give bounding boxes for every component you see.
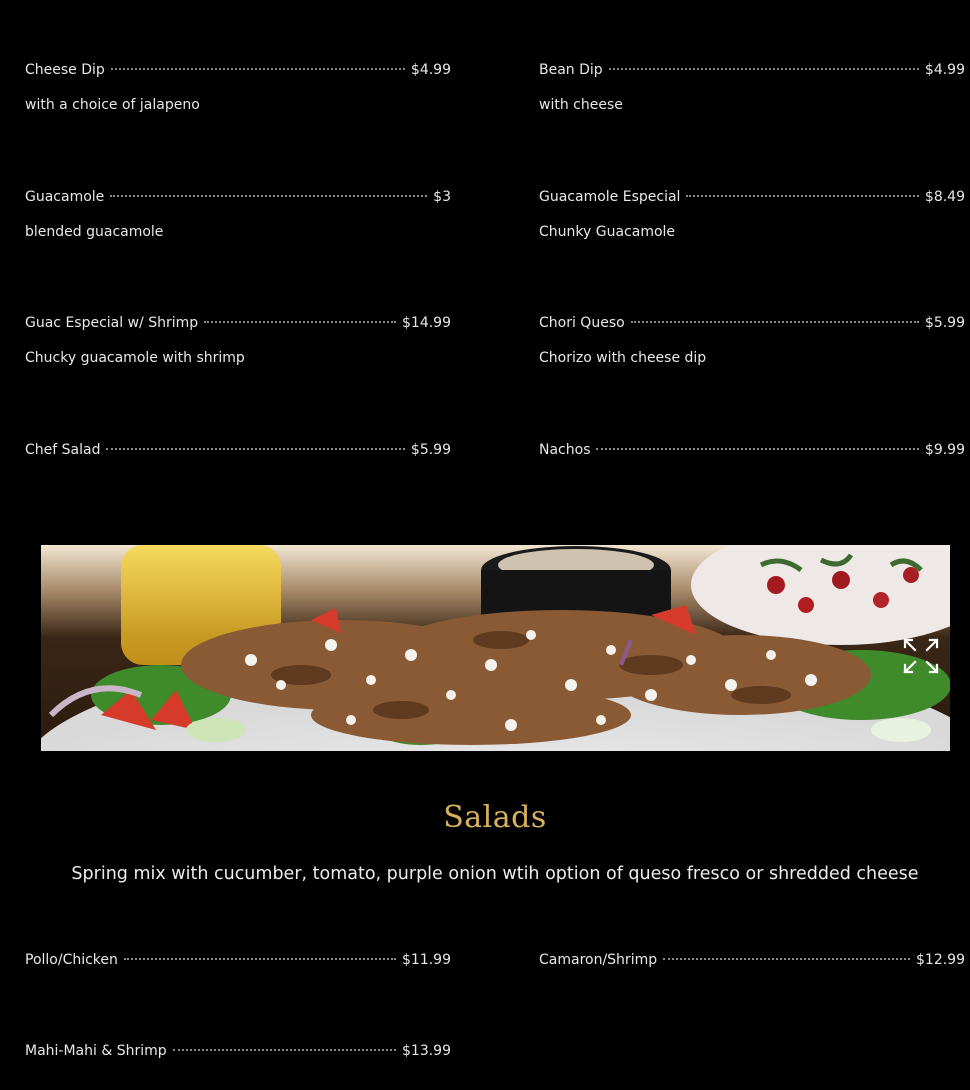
menu-item-name: Chef Salad (25, 442, 101, 458)
menu-item-row (25, 1041, 451, 1061)
menu-item-row (25, 187, 451, 207)
menu-item-row (539, 950, 965, 970)
dot-leader (111, 68, 405, 70)
menu-item-row (539, 313, 965, 333)
menu-item (539, 313, 965, 368)
menu-item-name: Nachos (539, 442, 591, 458)
dot-leader (124, 958, 396, 960)
menu-item (539, 60, 965, 115)
menu-item-price: $9.99 (924, 442, 965, 458)
menu-item (539, 187, 965, 242)
menu-item-row (25, 950, 451, 970)
dot-leader (631, 321, 919, 323)
menu-item-price: $13.99 (402, 1043, 451, 1059)
menu-item-price: $5.99 (924, 315, 965, 331)
menu-item-price: $12.99 (916, 952, 965, 968)
menu-item-name: Cheese Dip (25, 62, 105, 78)
menu-item-name: Pollo/Chicken (25, 952, 118, 968)
salad-photo-illustration (41, 545, 950, 751)
menu-item (25, 950, 451, 970)
menu-item-row (25, 313, 451, 333)
section-title: Salads (443, 800, 547, 835)
menu-item-description: with cheese (539, 97, 623, 113)
menu-item-name: Guac Especial w/ Shrimp (25, 315, 199, 331)
menu-item-description: Chunky Guacamole (539, 224, 676, 240)
menu-item-description: with a choice of jalapeno (25, 97, 200, 113)
expand-icon (902, 637, 940, 675)
section-description: Spring mix with cucumber, tomato, purple onion wtih option of queso fresco or shredded cheese (71, 864, 919, 884)
menu-item-description: Chorizo with cheese dip (539, 350, 707, 366)
menu-item (25, 440, 451, 460)
dot-leader (173, 1049, 396, 1051)
menu-item-row (539, 440, 965, 460)
menu-item-price: $8.49 (924, 189, 965, 205)
dot-leader (686, 195, 918, 197)
menu-item (539, 950, 965, 970)
dot-leader (596, 448, 918, 450)
menu-item (25, 60, 451, 115)
menu-item-row (539, 60, 965, 80)
menu-item (25, 187, 451, 242)
menu-item-name: Chori Queso (539, 315, 625, 331)
menu-item-row (539, 187, 965, 207)
menu-item-price: $4.99 (924, 62, 965, 78)
menu-item-name: Camaron/Shrimp (539, 952, 658, 968)
menu-item-price: $14.99 (402, 315, 451, 331)
menu-item-name: Guacamole Especial (539, 189, 681, 205)
salad-photo (41, 545, 950, 751)
dot-leader (110, 195, 427, 197)
menu-item-price: $4.99 (410, 62, 451, 78)
menu-item-price: $11.99 (402, 952, 451, 968)
menu-item-row (25, 440, 451, 460)
menu-item-name: Mahi-Mahi & Shrimp (25, 1043, 167, 1059)
menu-item-description: Chucky guacamole with shrimp (25, 350, 245, 366)
menu-item-name: Bean Dip (539, 62, 603, 78)
menu-item-description: blended guacamole (25, 224, 164, 240)
dot-leader (204, 321, 396, 323)
dot-leader (106, 448, 404, 450)
menu-item-row (25, 60, 451, 80)
dot-leader (609, 68, 919, 70)
menu-item (25, 313, 451, 368)
menu-item-price: $5.99 (410, 442, 451, 458)
menu-item (25, 1041, 451, 1061)
menu-item (539, 440, 965, 460)
dot-leader (663, 958, 910, 960)
menu-item-price: $3 (433, 189, 451, 205)
expand-image-button[interactable] (902, 637, 940, 675)
menu-item-name: Guacamole (25, 189, 105, 205)
